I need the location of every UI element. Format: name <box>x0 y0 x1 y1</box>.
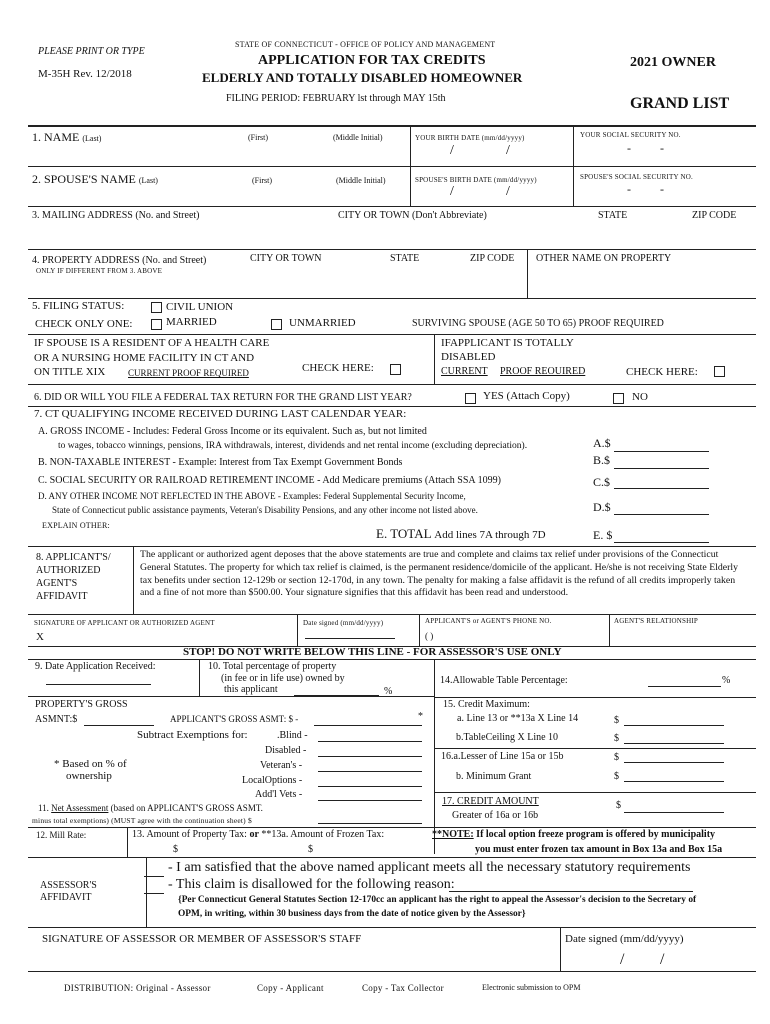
table-pct-sign: % <box>722 675 731 686</box>
health-care-line1: IF SPOUSE IS A RESIDENT OF A HEALTH CARE <box>34 337 270 349</box>
appeal-notice-line1: {Per Connecticut General Statutes Section 12-170cc an applicant has the right to appeal the Assessor's decision to the Secretary of <box>178 895 697 905</box>
spouse-birth-slash: / <box>506 184 510 199</box>
federal-yes-checkbox[interactable] <box>465 393 476 404</box>
frozen-tax-dollar: $ <box>308 844 313 855</box>
signature-x: X <box>36 631 44 643</box>
appeal-notice-line2: OPM, in writing, within 30 business days from the date of notice given by the Assessor} <box>178 909 526 919</box>
married-label: MARRIED <box>166 316 217 328</box>
health-check-here: CHECK HERE: <box>302 362 374 374</box>
spouse-middle-label: (Middle Initial) <box>336 176 386 185</box>
assessor-signature-label: SIGNATURE OF ASSESSOR OR MEMBER OF ASSESSOR'S STAFF <box>42 933 362 945</box>
mailing-state-label: STATE <box>598 210 628 221</box>
health-care-checkbox[interactable] <box>390 364 401 375</box>
stop-notice: STOP! DO NOT WRITE BELOW THIS LINE - FOR ASSESSOR'S USE ONLY <box>183 646 562 658</box>
distribution-applicant: Copy - Applicant <box>257 983 324 993</box>
other-name-label: OTHER NAME ON PROPERTY <box>536 253 672 264</box>
federal-no-checkbox[interactable] <box>613 393 624 404</box>
form-subtitle: ELDERLY AND TOTALLY DISABLED HOMEOWNER <box>202 70 523 85</box>
civil-union-checkbox[interactable] <box>151 302 162 313</box>
birth-date-slash: / <box>506 143 510 158</box>
gross-asterisk: * <box>418 711 423 722</box>
freeze-note: **NOTE: If local option freeze program is offered by municipality <box>432 829 716 840</box>
credit-max-a-dollar: $ <box>614 715 619 726</box>
property-tax-dollar: $ <box>173 844 178 855</box>
check-one-label: CHECK ONLY ONE: <box>35 318 133 330</box>
income-b-label: B.$ <box>593 453 611 467</box>
exemption-local-options: LocalOptions - <box>242 775 303 786</box>
assessor-date-label: Date signed (mm/dd/yyyy) <box>565 933 684 945</box>
other-income-line1: D. ANY OTHER INCOME NOT REFLECTED IN THE ABOVE - Examples: Federal Supplemental Security Income, <box>38 491 466 501</box>
ownership-pct-sign: % <box>384 686 393 697</box>
gross-income-line1: A. GROSS INCOME - Includes: Federal Gross Income or its equivalent. Such as, but not limited <box>38 426 427 437</box>
lesser-line-dollar: $ <box>614 752 619 763</box>
agency-name: STATE OF CONNECTICUT - OFFICE OF POLICY AND MANAGEMENT <box>235 40 496 49</box>
name-label: 1. NAME (Last) <box>32 130 102 144</box>
net-assessment-label: 11. Net Assessment (based on APPLICANT'S GROSS ASMT. <box>38 803 263 813</box>
income-d-label: D.$ <box>593 500 611 514</box>
ownership-pct-line1: 10. Total percentage of property <box>208 661 337 672</box>
net-assessment-note: minus total exemptions) (MUST agree with the continuation sheet) $ <box>32 816 252 825</box>
spouse-ssn-dash: - <box>660 182 664 196</box>
grand-list-year: 2021 OWNER <box>630 55 716 70</box>
property-tax-label: 13. Amount of Property Tax: or **13a. Amount of Frozen Tax: <box>132 829 385 840</box>
form-number: M-35H Rev. 12/2018 <box>38 68 132 80</box>
assessor-date-slash: / <box>660 951 665 968</box>
exemption-disabled: Disabled - <box>265 745 307 756</box>
property-address-note: ONLY IF DIFFERENT FROM 3. ABOVE <box>36 267 163 275</box>
income-title: 7. CT QUALIFYING INCOME RECEIVED DURING LAST CALENDAR YEAR: <box>34 408 407 420</box>
affidavit-heading: 8. APPLICANT'S/ AUTHORIZED AGENT'S AFFIDAVIT <box>36 552 111 602</box>
gross-income-line2: to wages, tobacco winnings, pensions, IRA withdrawals, interest, dividends and net rental income (excluding depreciation). <box>58 441 528 451</box>
credit-max-b-dollar: $ <box>614 733 619 744</box>
mailing-zip-label: ZIP CODE <box>692 210 737 221</box>
ownership-pct-line2: (in fee or in life use) owned by <box>221 673 345 684</box>
birth-date-slash: / <box>450 143 454 158</box>
relationship-label: AGENT'S RELATIONSHIP <box>614 617 699 625</box>
health-care-line3: ON TITLE XIX <box>34 366 106 378</box>
ownership-pct-line3: this applicant <box>224 684 278 695</box>
filing-status-label: 5. FILING STATUS: <box>32 300 125 312</box>
federal-no-label: NO <box>632 391 648 403</box>
exemption-addl-vets: Add'l Vets - <box>255 789 303 800</box>
property-address-label: 4. PROPERTY ADDRESS (No. and Street) <box>32 255 207 266</box>
first-name-label: (First) <box>248 133 268 142</box>
assessor-affidavit-heading: ASSESSOR'S AFFIDAVIT <box>40 880 97 903</box>
surviving-spouse-label: SURVIVING SPOUSE (AGE 50 TO 65) PROOF REQUIRED <box>412 318 664 329</box>
distribution-tax-collector: Copy - Tax Collector <box>362 983 444 993</box>
property-gross-label: PROPERTY'S GROSS <box>35 699 128 710</box>
total-income-label: E. TOTAL Add lines 7A through 7D <box>376 526 546 541</box>
distribution-original: DISTRIBUTION: Original - Assessor <box>64 983 211 993</box>
health-proof-required: CURRENT PROOF REQUIRED <box>128 368 249 378</box>
income-a-label: A.$ <box>593 436 611 450</box>
minimum-grant-dollar: $ <box>614 771 619 782</box>
spouse-ssn-label: SPOUSE'S SOCIAL SECURITY NO. <box>580 173 693 181</box>
credit-max-label: 15. Credit Maximum: <box>443 699 530 710</box>
unmarried-checkbox[interactable] <box>271 319 282 330</box>
exemption-blind: .Blind - <box>277 730 308 741</box>
federal-return-question: 6. DID OR WILL YOU FILE A FEDERAL TAX RETURN FOR THE GRAND LIST YEAR? <box>34 392 412 403</box>
explain-other-label: EXPLAIN OTHER: <box>42 521 110 530</box>
credit-max-a: a. Line 13 or **13a X Line 14 <box>457 713 579 724</box>
ssn-label: YOUR SOCIAL SECURITY NO. <box>580 131 681 139</box>
credit-amount-dollar: $ <box>616 800 621 811</box>
property-zip-label: ZIP CODE <box>470 253 515 264</box>
phone-label: APPLICANT'S or AGENT'S PHONE NO. <box>425 617 552 625</box>
exemption-veterans: Veteran's - <box>260 760 303 771</box>
applicant-gross-asmt: APPLICANT'S GROSS ASMT: $ - <box>170 714 299 724</box>
applicant-signature-label: SIGNATURE OF APPLICANT OR AUTHORIZED AGENT <box>34 619 215 627</box>
disabled-checkbox[interactable] <box>714 366 725 377</box>
ssn-dash: - <box>627 141 631 155</box>
birth-date-label: YOUR BIRTH DATE (mm/dd/yyyy) <box>415 134 525 142</box>
non-taxable-interest: B. NON-TAXABLE INTEREST - Example: Interest from Tax Exempt Government Bonds <box>38 457 403 468</box>
applicant-date-label: Date signed (mm/dd/yyyy) <box>303 619 384 627</box>
freeze-note-line2: you must enter frozen tax amount in Box 13a and Box 15a <box>475 844 723 855</box>
ssn-dash: - <box>660 141 664 155</box>
filing-period: FILING PERIOD: FEBRUARY lst through MAY 15th <box>226 93 446 104</box>
spouse-birth-date-label: SPOUSE'S BIRTH DATE (mm/dd/yyyy) <box>415 176 537 184</box>
affidavit-text: The applicant or authorized agent deposes that the above statements are true and complete and claims tax relief under provisions of the Connecticut General Statutes. The property for which tax relief is claimed, is the permanent residence/domicile of the applicant. He/she is not receiving State Elderly tax benefits under section 12-129b or section 12-170d, in any town. The penalty for making a false affidavit is the refund of all credits improperly taken and a fine of not more than $500.00. Your signature signifies that this affidavit has been read and understood. <box>140 549 739 599</box>
social-security-income: C. SOCIAL SECURITY OR RAILROAD RETIREMENT INCOME - Add Medicare premiums (Attach SSA 1099) <box>38 475 501 486</box>
disabled-proof: PROOF REOUIRED <box>500 366 586 377</box>
disabled-line2: DISABLED <box>441 351 496 363</box>
date-received-label: 9. Date Application Received: <box>35 661 156 672</box>
assessor-date-slash: / <box>620 951 625 968</box>
civil-union-label: CIVIL UNION <box>166 301 234 313</box>
subtract-exemptions: Subtract Exemptions for: <box>137 729 248 741</box>
mailing-address-label: 3. MAILING ADDRESS (No. and Street) <box>32 210 200 221</box>
spouse-ssn-dash: - <box>627 182 631 196</box>
credit-amount-label: 17. CREDIT AMOUNT <box>442 796 539 807</box>
disabled-line1: IFAPPLICANT IS TOTALLY <box>441 337 574 349</box>
middle-initial-label: (Middle Initial) <box>333 133 383 142</box>
form-title: APPLICATION FOR TAX CREDITS <box>258 53 486 68</box>
spouse-first-label: (First) <box>252 176 272 185</box>
unmarried-label: UNMARRIED <box>289 317 356 329</box>
disabled-current: CURRENT <box>441 366 488 377</box>
mailing-city-label: CITY OR TOWN (Don't Abbreviate) <box>338 210 487 221</box>
spouse-name-label: 2. SPOUSE'S NAME (Last) <box>32 172 158 186</box>
spouse-birth-slash: / <box>450 184 454 199</box>
married-checkbox[interactable] <box>151 319 162 330</box>
credit-amount-note: Greater of 16a or 16b <box>452 810 539 821</box>
income-c-label: C.$ <box>593 475 611 489</box>
phone-parens: ( ) <box>425 631 434 641</box>
other-income-line2: State of Connecticut public assistance payments, Veteran's Disability Pensions, and any other income not listed above. <box>52 505 478 515</box>
health-care-line2: OR A NURSING HOME FACILITY IN CT AND <box>34 352 255 364</box>
assessor-disallowed: - This claim is disallowed for the following reason: <box>168 877 455 892</box>
print-note: PLEASE PRINT OR TYPE <box>38 46 145 57</box>
distribution-electronic: Electronic submission to OPM <box>482 983 581 992</box>
minimum-grant-label: b. Minimum Grant <box>456 771 532 782</box>
assessor-satisfied: - I am satisfied that the above named applicant meets all the necessary statutory requirements <box>168 860 691 875</box>
property-state-label: STATE <box>390 253 420 264</box>
lesser-line-label: 16.a.Lesser of Line 15a or 15b <box>441 751 564 762</box>
income-e-label: E. $ <box>593 528 613 542</box>
table-pct-label: 14.Allowable Table Percentage: <box>440 675 568 686</box>
based-on-ownership: ownership <box>66 770 112 782</box>
mill-rate-label: 12. Mill Rate: <box>36 830 87 840</box>
property-city-label: CITY OR TOWN <box>250 253 322 264</box>
grand-list-label: GRAND LIST <box>630 95 730 112</box>
federal-yes-label: YES (Attach Copy) <box>483 390 570 402</box>
based-on-pct: * Based on % of <box>54 758 127 770</box>
credit-max-b: b.TableCeiling X Line 10 <box>456 732 559 743</box>
property-gross-asmnt: ASMNT:$ <box>35 714 78 725</box>
disabled-check-here: CHECK HERE: <box>626 366 698 378</box>
